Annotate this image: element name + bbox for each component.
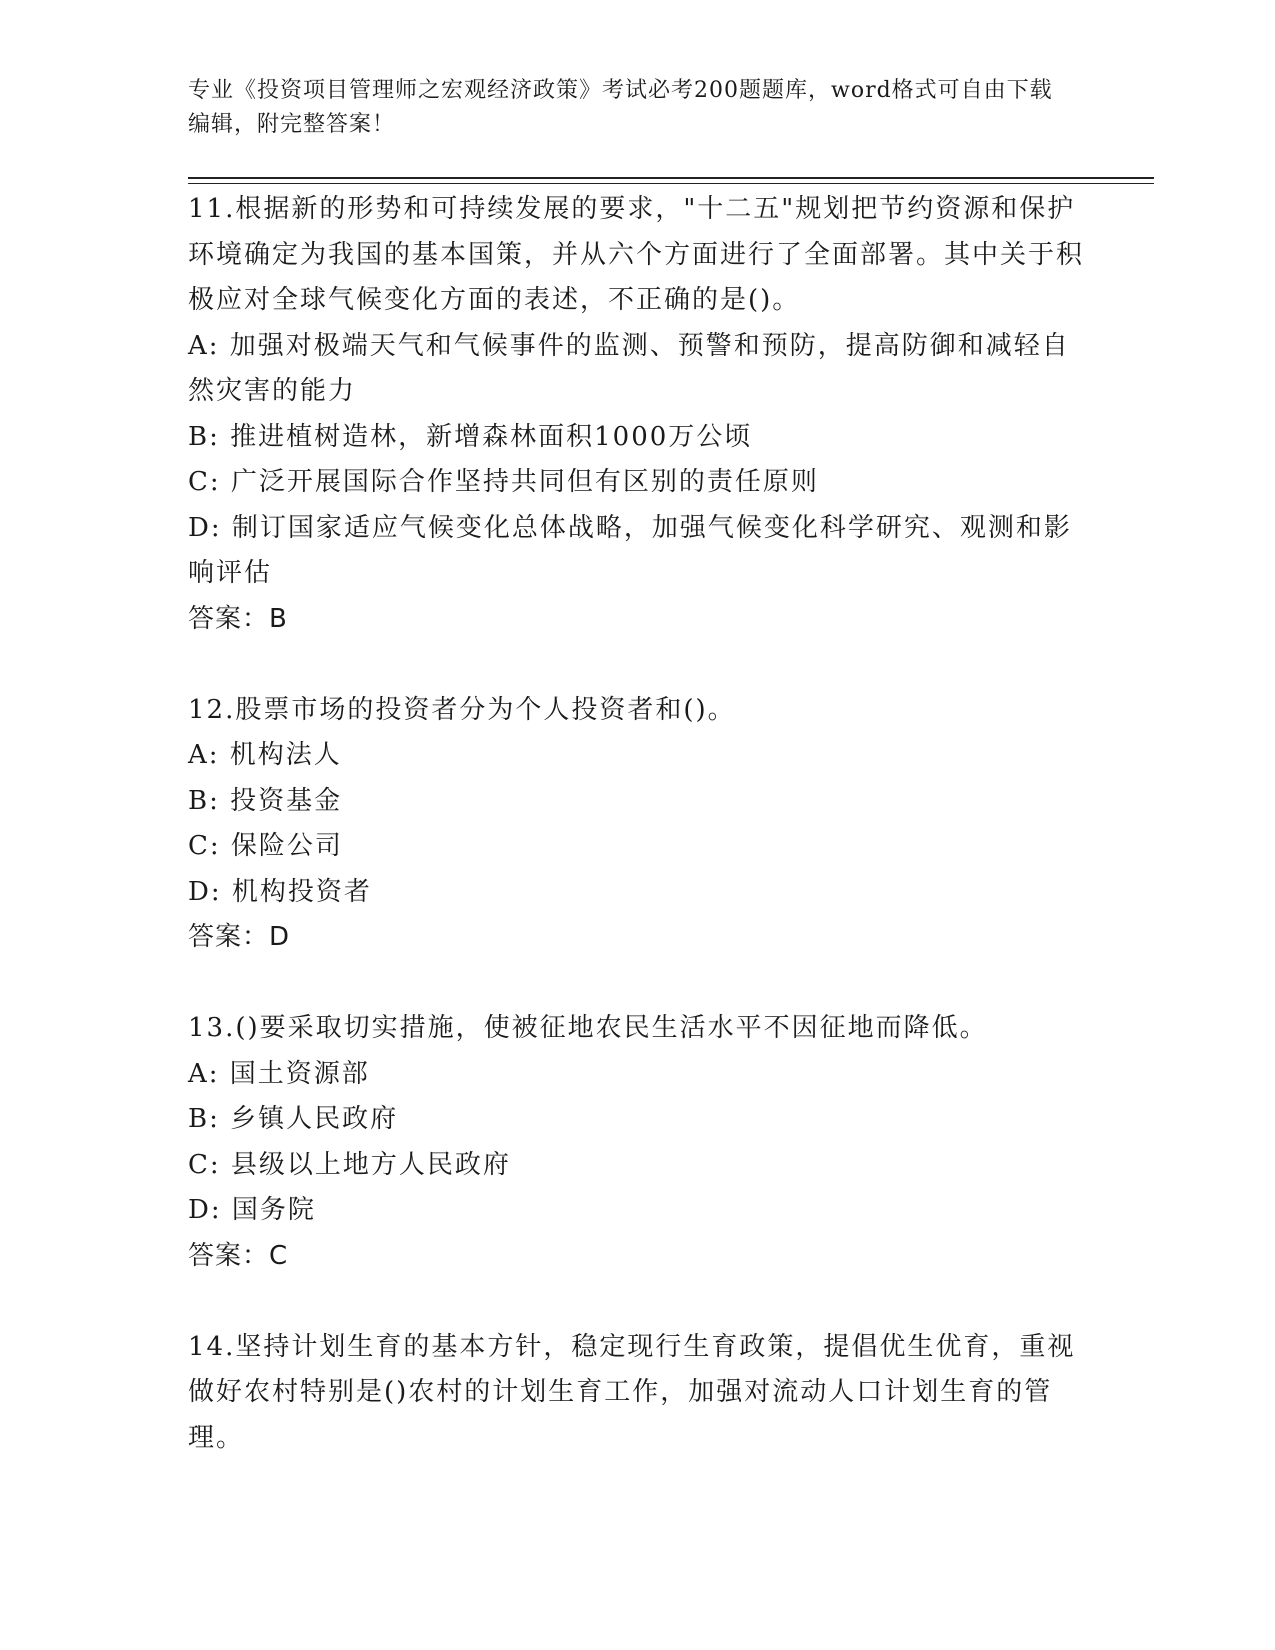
question-12 — [188, 688, 1088, 961]
question-stem: 11.根据新的形势和可持续发展的要求，"十二五"规划把节约资源和保护环境确定为我国的基本国策，并从六个方面进行了全面部署。其中关于积极应对全球气候变化方面的表述，不正确的是()。 — [188, 194, 1085, 315]
option-a: A: 国土资源部 — [188, 1058, 370, 1089]
option-b: B: 乡镇人民政府 — [188, 1104, 399, 1134]
option-d: D: 国务院 — [188, 1195, 316, 1225]
option-c: C: 保险公司 — [188, 831, 343, 861]
option-a: A: 机构法人 — [188, 740, 342, 770]
answer-line: 答案：B — [188, 603, 288, 634]
question-stem: 14.坚持计划生育的基本方针，稳定现行生育政策，提倡优生优育，重视做好农村特别是()农村的计划生育工作，加强对流动人口计划生育的管理。 — [188, 1331, 1076, 1453]
option-d: D: 制订国家适应气候变化总体战略，加强气候变化科学研究、观测和影响评估 — [188, 512, 1072, 588]
header-divider-thick — [188, 177, 1154, 179]
header-divider-thin — [188, 183, 1154, 184]
option-b: B: 投资基金 — [188, 785, 343, 816]
question-spacer — [188, 961, 1088, 1007]
question-14 — [188, 1325, 1088, 1462]
question-stem: 12.股票市场的投资者分为个人投资者和()。 — [188, 694, 736, 725]
question-spacer — [188, 642, 1088, 688]
option-d: D: 机构投资者 — [188, 876, 372, 907]
option-c: C: 广泛开展国际合作坚持共同但有区别的责任原则 — [188, 467, 819, 497]
option-c: C: 县级以上地方人民政府 — [188, 1149, 511, 1180]
document-header: 专业《投资项目管理师之宏观经济政策》考试必考200题题库，word格式可自由下载编辑，附完整答案！ — [188, 78, 1053, 137]
answer-line: 答案：D — [188, 922, 291, 952]
question-11 — [188, 187, 1088, 642]
option-b: B: 推进植树造林，新增森林面积1000万公顷 — [188, 421, 753, 452]
answer-line: 答案：C — [188, 1240, 289, 1271]
question-list — [188, 187, 1088, 1461]
option-a: A: 加强对极端天气和气候事件的监测、预警和预防，提高防御和减轻自然灾害的能力 — [188, 330, 1070, 406]
question-spacer — [188, 1279, 1088, 1325]
question-13 — [188, 1006, 1088, 1279]
question-stem: 13.()要采取切实措施，使被征地农民生活水平不因征地而降低。 — [188, 1013, 988, 1043]
